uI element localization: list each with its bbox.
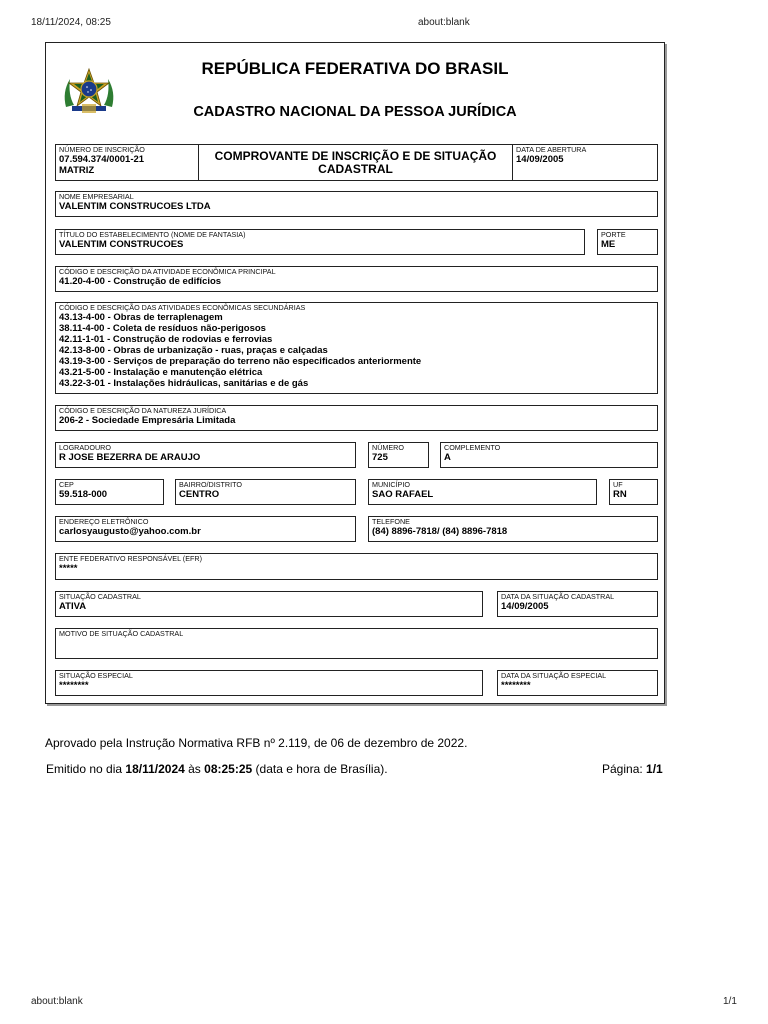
municipio-box [368, 479, 597, 505]
pagina-text [602, 762, 663, 776]
emitido-text [46, 762, 388, 776]
data-situacao-value: 14/09/2005 [501, 601, 549, 612]
emitido-mid: às [184, 762, 205, 776]
page-title: REPÚBLICA FEDERATIVA DO BRASIL [201, 59, 509, 78]
complemento-label: COMPLEMENTO [444, 443, 501, 452]
inscricao-value: 07.594.374/0001-21 [59, 154, 145, 165]
natureza-juridica-label: CÓDIGO E DESCRIÇÃO DA NATUREZA JURÍDICA [59, 406, 227, 415]
list-item: 42.13-8-00 - Obras de urbanização - ruas, praças e calçadas [59, 345, 328, 356]
list-item: 43.19-3-00 - Serviços de preparação do terreno não especificados anteriormente [59, 356, 422, 367]
comprovante-box [198, 144, 513, 181]
motivo-label: MOTIVO DE SITUAÇÃO CADASTRAL [59, 629, 184, 638]
numero-label: NÚMERO [372, 443, 404, 452]
uf-value: RN [613, 489, 627, 500]
logradouro-label: LOGRADOURO [59, 443, 111, 452]
situacao-box [55, 591, 483, 617]
email-label: ENDEREÇO ELETRÔNICO [59, 517, 149, 526]
bairro-label: BAIRRO/DISTRITO [179, 480, 242, 489]
emitido-suffix: (data e hora de Brasília). [252, 762, 388, 776]
porte-value: ME [601, 239, 616, 250]
aprovado-text: Aprovado pela Instrução Normativa RFB nº 2.119, de 06 de dezembro de 2022. [45, 736, 468, 750]
abertura-box [512, 144, 658, 181]
email-value: carlosyaugusto@yahoo.com.br [59, 526, 201, 537]
data-situacao-especial-box [497, 670, 658, 696]
logradouro-box [55, 442, 356, 468]
nome-empresarial-value: VALENTIM CONSTRUCOES LTDA [59, 201, 211, 212]
inscricao-tipo: MATRIZ [59, 165, 95, 176]
efr-box [55, 553, 658, 580]
municipio-value: SAO RAFAEL [372, 489, 434, 500]
list-item: 42.11-1-01 - Construção de rodovias e ferrovias [59, 334, 273, 345]
inscricao-box [55, 144, 199, 181]
numero-box [368, 442, 429, 468]
data-situacao-label: DATA DA SITUAÇÃO CADASTRAL [501, 592, 615, 601]
porte-box [597, 229, 658, 255]
atividade-principal-value: 41.20-4-00 - Construção de edifícios [59, 276, 222, 287]
complemento-box [440, 442, 658, 468]
logradouro-value: R JOSE BEZERRA DE ARAUJO [59, 452, 201, 463]
atividade-principal-box [55, 266, 658, 292]
list-item: 43.13-4-00 - Obras de terraplenagem [59, 312, 223, 323]
pagina-value: 1/1 [646, 762, 663, 776]
abertura-value: 14/09/2005 [516, 154, 564, 165]
print-timestamp: 18/11/2024, 08:25 [31, 17, 111, 28]
atividades-secundarias-box [55, 302, 658, 394]
list-item: 43.22-3-01 - Instalações hidráulicas, sanitárias e de gás [59, 378, 309, 389]
nome-empresarial-box [55, 191, 658, 217]
bairro-value: CENTRO [179, 489, 220, 500]
data-situacao-especial-label: DATA DA SITUAÇÃO ESPECIAL [501, 671, 607, 680]
list-item: 38.11-4-00 - Coleta de resíduos não-perigosos [59, 323, 266, 334]
cep-label: CEP [59, 480, 74, 489]
data-situacao-especial-value: ******** [501, 680, 531, 691]
porte-label: PORTE [601, 230, 626, 239]
cep-box [55, 479, 164, 505]
efr-value: ***** [59, 563, 78, 574]
inscricao-label: NÚMERO DE INSCRIÇÃO [59, 145, 145, 154]
comprovante-title-line1: COMPROVANTE DE INSCRIÇÃO E DE SITUAÇÃO [214, 149, 497, 163]
page-subtitle: CADASTRO NACIONAL DA PESSOA JURÍDICA [193, 104, 517, 120]
print-url: about:blank [418, 17, 470, 28]
situacao-label: SITUAÇÃO CADASTRAL [59, 592, 141, 601]
print-page-count: 1/1 [723, 996, 737, 1007]
print-footer-url: about:blank [31, 996, 83, 1007]
telefone-label: TELEFONE [372, 517, 410, 526]
natureza-juridica-value: 206-2 - Sociedade Empresária Limitada [59, 415, 236, 426]
data-situacao-box [497, 591, 658, 617]
numero-value: 725 [372, 452, 388, 463]
situacao-especial-box [55, 670, 483, 696]
fantasia-value: VALENTIM CONSTRUCOES [59, 239, 184, 250]
telefone-value: (84) 8896-7818/ (84) 8896-7818 [372, 526, 508, 537]
uf-label: UF [613, 480, 623, 489]
situacao-value: ATIVA [59, 601, 87, 612]
situacao-especial-value: ******** [59, 680, 89, 691]
efr-label: ENTE FEDERATIVO RESPONSÁVEL (EFR) [59, 554, 202, 563]
pagina-label: Página: [602, 762, 647, 776]
comprovante-title-line2: CADASTRAL [318, 162, 393, 176]
municipio-label: MUNICÍPIO [372, 480, 410, 489]
complemento-value: A [444, 452, 451, 463]
fantasia-label: TÍTULO DO ESTABELECIMENTO (NOME DE FANTASIA) [59, 230, 246, 239]
email-box [55, 516, 356, 542]
motivo-box [55, 628, 658, 659]
atividade-principal-label: CÓDIGO E DESCRIÇÃO DA ATIVIDADE ECONÔMICA PRINCIPAL [59, 267, 276, 276]
emitido-date: 18/11/2024 [125, 762, 185, 776]
emitido-prefix: Emitido no dia [46, 762, 126, 776]
fantasia-box [55, 229, 585, 255]
situacao-especial-label: SITUAÇÃO ESPECIAL [59, 671, 133, 680]
atividades-secundarias-label: CÓDIGO E DESCRIÇÃO DAS ATIVIDADES ECONÔMICAS SECUNDÁRIAS [59, 303, 306, 312]
emitido-time: 08:25:25 [204, 762, 253, 776]
uf-box [609, 479, 658, 505]
cep-value: 59.518-000 [59, 489, 108, 500]
list-item: 43.21-5-00 - Instalação e manutenção elétrica [59, 367, 263, 378]
telefone-box [368, 516, 658, 542]
natureza-juridica-box [55, 405, 658, 431]
nome-empresarial-label: NOME EMPRESARIAL [59, 192, 134, 201]
abertura-label: DATA DE ABERTURA [516, 145, 587, 154]
bairro-box [175, 479, 356, 505]
